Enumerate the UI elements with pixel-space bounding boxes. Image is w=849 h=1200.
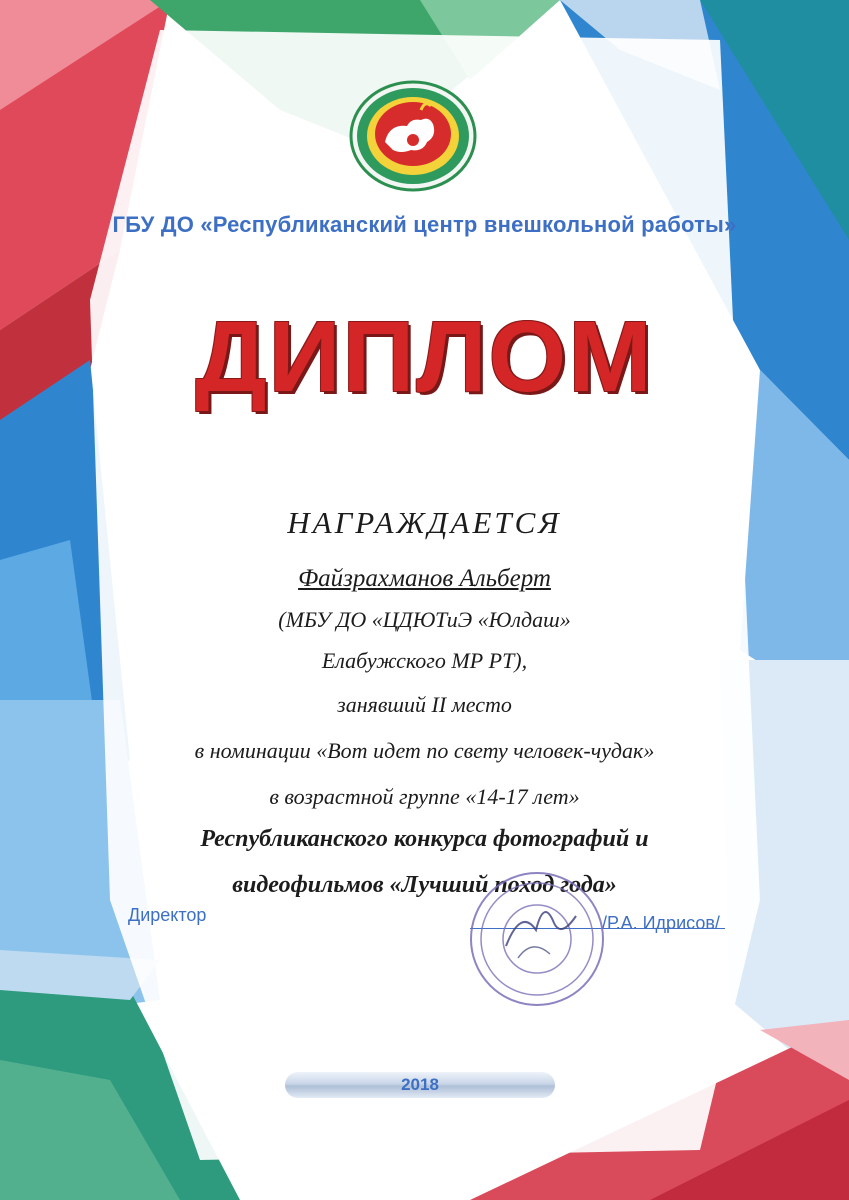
age-group-line: в возрастной группе «14-17 лет» bbox=[269, 784, 580, 809]
contest-line-1: Республиканского конкурса фотографий и bbox=[200, 826, 649, 852]
year-label: 2018 bbox=[401, 1075, 439, 1094]
recipient-org-line2: Елабужского МР РТ), bbox=[321, 648, 528, 673]
recipient-name: Файзрахманов Альберт bbox=[298, 565, 551, 592]
director-label: Директор bbox=[128, 905, 207, 925]
place-line: занявший II место bbox=[337, 692, 512, 717]
contest-line-2: видеофильмов «Лучший поход года» bbox=[232, 872, 617, 898]
official-stamp bbox=[466, 868, 608, 1010]
diploma-title: ДИПЛОМ bbox=[195, 301, 654, 413]
organization-name: ГБУ ДО «Республиканский центр внешкольной работы» bbox=[112, 212, 737, 237]
tatarstan-emblem bbox=[349, 80, 477, 192]
recipient-org-line1: (МБУ ДО «ЦДЮТиЭ «Юлдаш» bbox=[278, 607, 571, 632]
director-name: /Р.А. Идрисов/ bbox=[602, 913, 720, 933]
awarded-heading: НАГРАЖДАЕТСЯ bbox=[287, 505, 562, 540]
nomination-line: в номинации «Вот идет по свету человек-чудак» bbox=[194, 738, 655, 763]
